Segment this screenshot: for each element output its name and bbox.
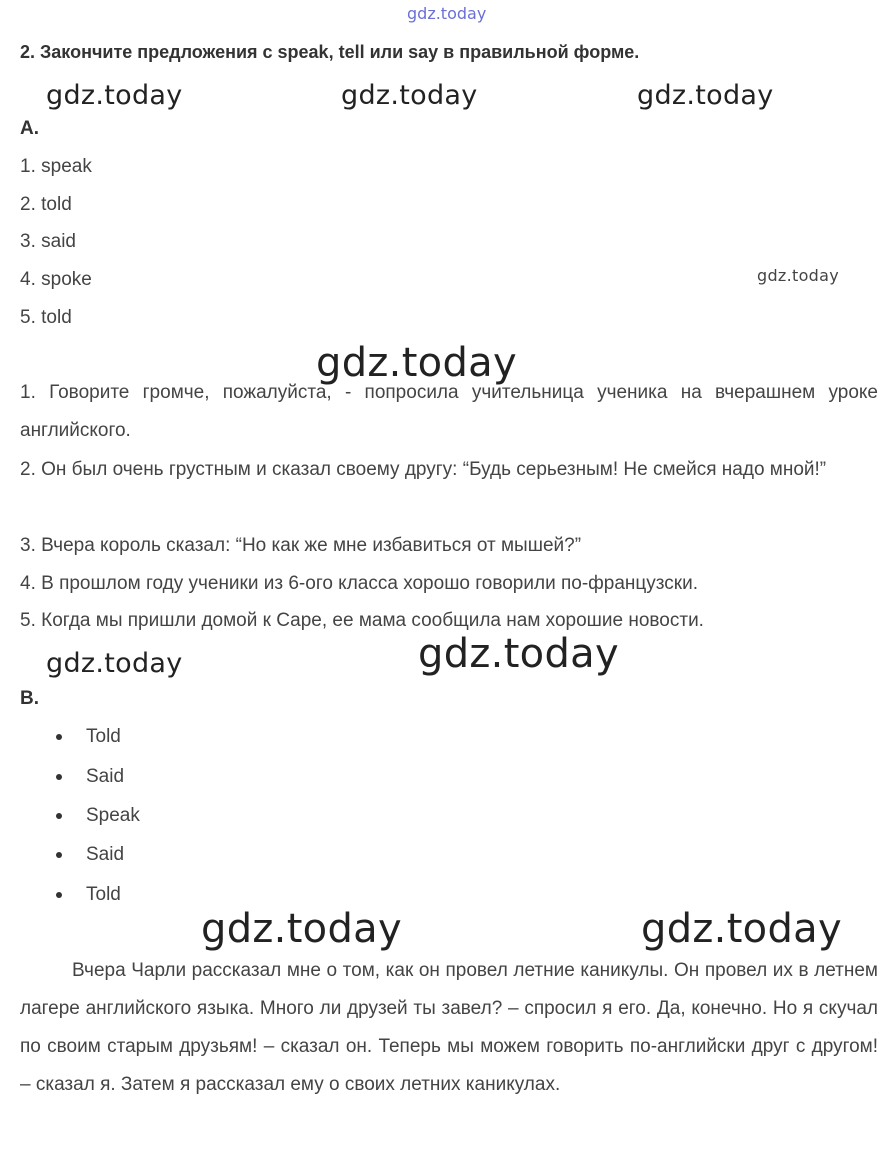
answer-b-5: Told: [86, 884, 121, 905]
story-paragraph: Вчера Чарли рассказал мне о том, как он провел летние каникулы. Он провел их в летнем лагере английского языка. Много ли друзей ты завел? – спросил я его. Да, конечно. Но я скучал по своим старым друзьям! – сказал он. Теперь мы можем говорить по-английски друг с другом! – сказал я. Затем я рассказал ему о своих летних каникулах.: [20, 960, 878, 1095]
watermark: gdz.today: [641, 906, 842, 952]
watermark: gdz.today: [637, 80, 774, 111]
answer-b-4: Said: [86, 844, 125, 865]
translation-5: 5. Когда мы пришли домой к Саре, ее мама сообщила нам хорошие новости.: [20, 610, 704, 631]
section-a-label: A.: [20, 118, 39, 139]
watermark: gdz.today: [46, 648, 183, 679]
bullet-icon: [56, 774, 62, 780]
watermark: gdz.today: [201, 906, 402, 952]
answer-a-2: 2. told: [20, 194, 72, 215]
translation-4: 4. В прошлом году ученики из 6-ого класса хорошо говорили по-французски.: [20, 573, 698, 594]
bullet-icon: [56, 813, 62, 819]
answer-b-1: Told: [86, 726, 121, 747]
translation-3: 3. Вчера король сказал: “Но как же мне избавиться от мышей?”: [20, 535, 582, 556]
answer-b-2: Said: [86, 766, 125, 787]
watermark: gdz.today: [316, 340, 517, 386]
answer-a-3: 3. said: [20, 231, 76, 252]
watermark: gdz.today: [418, 631, 619, 677]
answer-b-3: Speak: [86, 805, 140, 826]
watermark: gdz.today: [757, 266, 839, 285]
bullet-icon: [56, 734, 62, 740]
translation-1: 1. Говорите громче, пожалуйста, - попросила учительница ученика на вчерашнем уроке английского.: [20, 382, 878, 441]
bullet-icon: [56, 892, 62, 898]
bullet-icon: [56, 852, 62, 858]
watermark-top[interactable]: gdz.today: [407, 4, 487, 23]
answer-a-5: 5. told: [20, 307, 72, 328]
watermark: gdz.today: [341, 80, 478, 111]
task-title: 2. Закончите предложения с speak, tell или say в правильной форме.: [20, 42, 640, 62]
watermark: gdz.today: [46, 80, 183, 111]
translation-2: 2. Он был очень грустным и сказал своему другу: “Будь серьезным! Не смейся надо мной!”: [20, 459, 827, 480]
answer-a-4: 4. spoke: [20, 269, 92, 290]
section-b-label: B.: [20, 688, 39, 709]
answer-a-1: 1. speak: [20, 156, 92, 177]
